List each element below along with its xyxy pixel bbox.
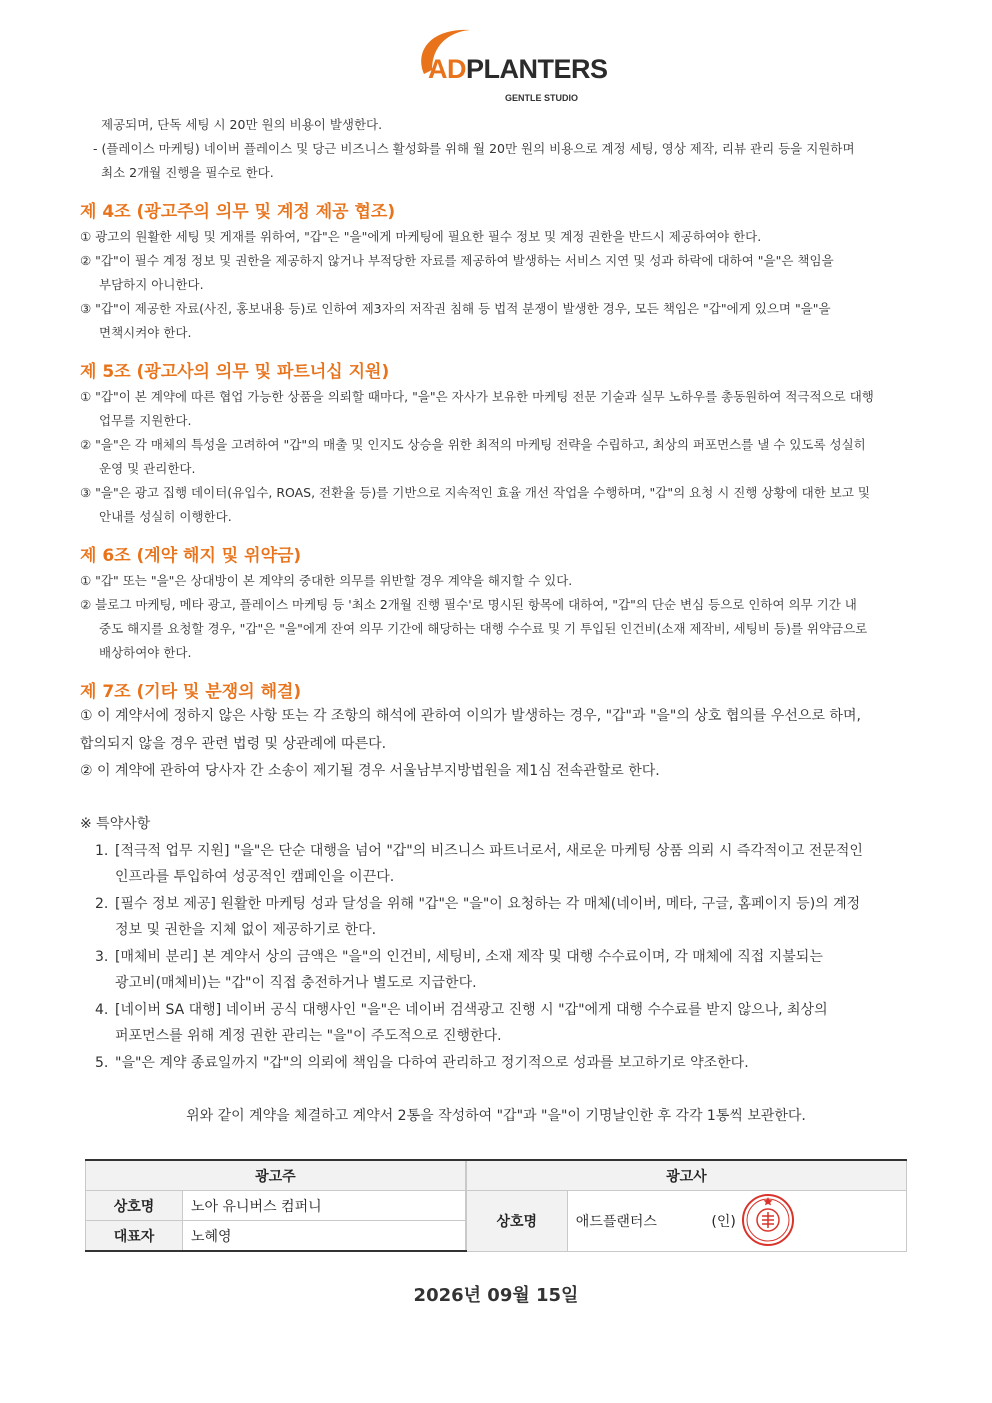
- article-5-clause-1-cont: 업무를 지원한다.: [99, 413, 192, 428]
- article-5-clause-2-cont: 운영 및 관리한다.: [99, 461, 196, 476]
- article-7-clause-2: ② 이 계약에 관하여 당사자 간 소송이 제기될 경우 서울남부지방법원을 제1심 전속관할로 한다.: [80, 763, 660, 779]
- special-term-2-cont: 정보 및 권한을 지체 없이 제공하기로 한다.: [115, 922, 377, 938]
- special-term-2: [필수 정보 제공] 원활한 마케팅 성과 달성을 위해 "갑"은 "을"이 요청하는 각 매체(네이버, 메타, 구글, 홈페이지 등)의 계정: [115, 896, 861, 912]
- article-7-clause-1-cont: 합의되지 않을 경우 관련 법령 및 상관례에 따른다.: [80, 736, 387, 752]
- article-4-clause-2: ② "갑"이 필수 계정 정보 및 권한을 제공하지 않거나 부적당한 자료를 제공하여 발생하는 서비스 지연 및 성과 하락에 대하여 "을"은 책임을: [80, 253, 834, 268]
- article-5-title: 제 5조 (광고사의 의무 및 파트너십 지원): [80, 362, 390, 382]
- company-logo: [410, 22, 608, 110]
- special-terms-title: ※ 특약사항: [80, 816, 151, 832]
- article-5-clause-3: ③ "을"은 광고 집행 데이터(유입수, ROAS, 전환율 등)를 기반으로 지속적인 효율 개선 작업을 수행하며, "갑"의 요청 시 진행 상황에 대한 보고 및: [80, 485, 870, 500]
- article-7-title: 제 7조 (기타 및 분쟁의 해결): [80, 682, 302, 702]
- article-5-clause-3-cont: 안내를 성실히 이행한다.: [99, 509, 232, 524]
- article-6-clause-2-cont2: 배상하여야 한다.: [99, 645, 192, 660]
- special-term-3: [매체비 분리] 본 계약서 상의 금액은 "을"의 인건비, 세팅비, 소재 제작 및 대행 수수료이며, 각 매체에 직접 지불되는: [115, 949, 823, 965]
- article-5-clause-2: ② "을"은 각 매체의 특성을 고려하여 "갑"의 매출 및 인지도 상승을 위한 최적의 마케팅 전략을 수립하고, 최상의 퍼포먼스를 낼 수 있도록 성실히: [80, 437, 866, 452]
- agency-company-label: 상호명: [466, 1191, 567, 1252]
- article-6-clause-2-cont: 중도 해지를 요청할 경우, "갑"은 "을"에게 잔여 의무 기간에 해당하는 대행 수수료 및 기 투입된 인건비(소재 제작비, 세팅비 등)를 위약금으로: [99, 621, 868, 636]
- special-term-4-cont: 퍼포먼스를 위해 계정 권한 관리는 "을"이 주도적으로 진행한다.: [115, 1028, 502, 1044]
- article-4-clause-3-cont: 면책시켜야 한다.: [99, 325, 192, 340]
- company-seal-stamp-icon: [740, 1192, 796, 1248]
- advertiser-header: 광고주: [86, 1160, 466, 1191]
- article-6-clause-2: ② 블로그 마케팅, 메타 광고, 플레이스 마케팅 등 '최소 2개월 진행 필수'로 명시된 항목에 대하여, "갑"의 단순 변심 등으로 인하여 의무 기간 내: [80, 597, 857, 612]
- special-term-2-number: 2.: [95, 896, 109, 912]
- special-term-5: "을"은 계약 종료일까지 "갑"의 의뢰에 책임을 다하여 관리하고 정기적으로 성과를 보고하기로 약조한다.: [115, 1055, 749, 1071]
- article-5-clause-1: ① "갑"이 본 계약에 따른 협업 가능한 상품을 의뢰할 때마다, "을"은 자사가 보유한 마케팅 전문 기술과 실무 노하우를 총동원하여 적극적으로 대행: [80, 389, 874, 404]
- advertiser-company-label: 상호명: [86, 1191, 183, 1221]
- article-4-clause-3: ③ "갑"이 제공한 자료(사진, 홍보내용 등)로 인하여 제3자의 저작권 침해 등 법적 분쟁이 발생한 경우, 모든 책임은 "갑"에게 있으며 "을"을: [80, 301, 831, 316]
- agency-company-name: 애드플랜터스: [575, 1213, 657, 1230]
- advertiser-company-name: 노아 유니버스 컴퍼니: [183, 1191, 466, 1221]
- contract-date: 2026년 09월 15일: [413, 1285, 579, 1306]
- article-4-clause-2-cont: 부담하지 아니한다.: [99, 277, 204, 292]
- special-term-1-cont: 인프라를 투입하여 성공적인 캠페인을 이끈다.: [115, 869, 395, 885]
- special-term-3-cont: 광고비(매체비)는 "갑"이 직접 충전하거나 별도로 지급한다.: [115, 975, 477, 991]
- article-4-clause-1: ① 광고의 원활한 세팅 및 게재를 위하여, "갑"은 "을"에게 마케팅에 필요한 필수 정보 및 계정 권한을 반드시 제공하여야 한다.: [80, 229, 762, 244]
- seal-mark-label: (인): [711, 1213, 736, 1230]
- advertiser-rep-name: 노혜영: [183, 1221, 466, 1252]
- closing-statement: 위와 같이 계약을 체결하고 계약서 2통을 작성하여 "갑"과 "을"이 기명날인한 후 각각 1통씩 보관한다.: [186, 1108, 806, 1124]
- advertiser-rep-label: 대표자: [86, 1221, 183, 1252]
- article-7-clause-1: ① 이 계약서에 정하지 않은 사항 또는 각 조항의 해석에 관하여 이의가 발생하는 경우, "갑"과 "을"의 상호 협의를 우선으로 하며,: [80, 708, 861, 724]
- special-term-1: [적극적 업무 지원] "을"은 단순 대행을 넘어 "갑"의 비즈니스 파트너로서, 새로운 마케팅 상품 의뢰 시 즉각적이고 전문적인: [115, 843, 863, 859]
- special-term-4: [네이버 SA 대행] 네이버 공식 대행사인 "을"은 네이버 검색광고 진행 시 "갑"에게 대행 수수료를 받지 않으나, 최상의: [115, 1002, 828, 1018]
- intro-line-1: 제공되며, 단독 세팅 시 20만 원의 비용이 발생한다.: [101, 117, 383, 132]
- special-term-5-number: 5.: [95, 1055, 109, 1071]
- intro-line-3: 최소 2개월 진행을 필수로 한다.: [101, 165, 274, 180]
- special-term-1-number: 1.: [95, 843, 109, 859]
- logo-wordmark: ADPLANTERS: [428, 54, 608, 84]
- logo-tagline: GENTLE STUDIO: [505, 93, 579, 103]
- article-6-clause-1: ① "갑" 또는 "을"은 상대방이 본 계약의 중대한 의무를 위반할 경우 계약을 해지할 수 있다.: [80, 573, 573, 588]
- special-term-3-number: 3.: [95, 949, 109, 965]
- intro-line-2: - (플레이스 마케팅) 네이버 플레이스 및 당근 비즈니스 활성화를 위해 월 20만 원의 비용으로 계정 세팅, 영상 제작, 리뷰 관리 등을 지원하며: [93, 141, 855, 156]
- special-term-4-number: 4.: [95, 1002, 109, 1018]
- article-4-title: 제 4조 (광고주의 의무 및 계정 제공 협조): [80, 202, 396, 222]
- agency-company-cell: [567, 1191, 906, 1252]
- article-6-title: 제 6조 (계약 해지 및 위약금): [80, 546, 302, 566]
- agency-header: 광고사: [466, 1160, 906, 1191]
